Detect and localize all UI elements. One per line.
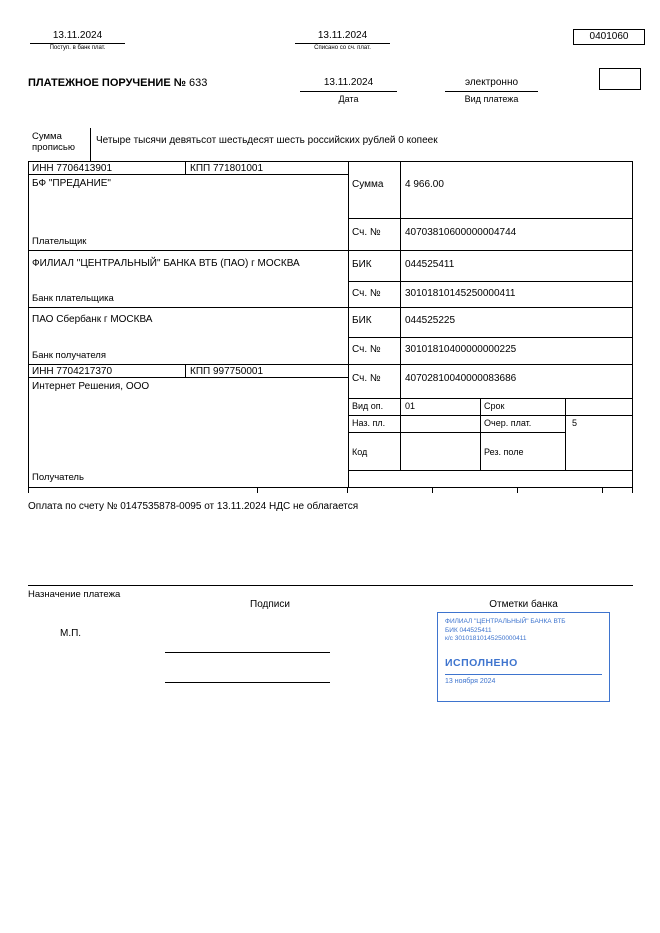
stamp-date: 13 ноября 2024 bbox=[445, 677, 496, 685]
payer-bank-account: 30101810145250000411 bbox=[405, 288, 516, 299]
signature-line bbox=[165, 682, 330, 683]
purpose-text: Оплата по счету № 0147535878-0095 от 13.11.2024 НДС не облагается bbox=[28, 501, 359, 512]
table-border bbox=[348, 415, 633, 416]
field-tick bbox=[432, 487, 433, 493]
field-tick bbox=[347, 487, 348, 493]
table-border bbox=[185, 364, 186, 377]
received-date: 13.11.2024 bbox=[52, 30, 103, 41]
table-border bbox=[400, 161, 401, 470]
stamp-status: ИСПОЛНЕНО bbox=[445, 656, 518, 669]
payer-bank-bik: 044525411 bbox=[405, 259, 455, 270]
signatures-label: Подписи bbox=[250, 599, 290, 610]
table-border bbox=[632, 161, 633, 487]
table-border bbox=[28, 307, 633, 308]
priority-label: Очер. плат. bbox=[484, 418, 532, 428]
table-border bbox=[348, 161, 349, 487]
payee-bank-account: 30101810400000000225 bbox=[405, 344, 517, 355]
table-border bbox=[185, 161, 186, 174]
payee-inn: ИНН 7704217370 bbox=[32, 366, 113, 377]
payment-kind: электронно bbox=[464, 77, 519, 88]
bank-stamp bbox=[437, 612, 610, 702]
table-border bbox=[565, 398, 566, 470]
table-border bbox=[28, 487, 633, 488]
payer-label: Плательщик bbox=[32, 236, 87, 247]
table-border bbox=[348, 432, 565, 433]
code-label: Код bbox=[352, 447, 368, 457]
field-tick bbox=[517, 487, 518, 493]
received-date-label: Поступ. в банк плат. bbox=[49, 45, 106, 51]
payer-inn: ИНН 7706413901 bbox=[32, 163, 113, 174]
amount-value: 4 966.00 bbox=[405, 179, 444, 190]
payer-bank-name: ФИЛИАЛ "ЦЕНТРАЛЬНЫЙ" БАНКА ВТБ (ПАО) г МОСКВА bbox=[32, 258, 300, 269]
table-border bbox=[28, 161, 29, 487]
payment-kind-label: Вид платежа bbox=[464, 94, 519, 104]
status-code-box bbox=[599, 68, 641, 90]
stamp-corr-account: к/с 30101810145250000411 bbox=[445, 635, 527, 642]
payer-account-label: Сч. № bbox=[352, 227, 381, 238]
payment-kind-underline bbox=[445, 91, 538, 92]
purpose-label: Назначение платежа bbox=[28, 589, 121, 600]
table-border bbox=[348, 398, 633, 399]
doc-date-label: Дата bbox=[338, 94, 359, 104]
mp-label: М.П. bbox=[60, 628, 82, 639]
debited-date-underline bbox=[295, 43, 390, 44]
form-code-box: 0401060 bbox=[573, 29, 645, 45]
payee-bank-account-label: Сч. № bbox=[352, 344, 381, 355]
doc-title: ПЛАТЕЖНОЕ ПОРУЧЕНИЕ № bbox=[28, 77, 186, 89]
debited-date-label: Списано со сч. плат. bbox=[314, 45, 371, 51]
debited-date: 13.11.2024 bbox=[317, 30, 368, 41]
payee-bank-label: Банк получателя bbox=[32, 350, 106, 361]
table-border bbox=[28, 161, 633, 162]
purpose-underline bbox=[28, 585, 633, 586]
doc-date: 13.11.2024 bbox=[323, 77, 374, 88]
field-tick bbox=[602, 487, 603, 493]
doc-date-underline bbox=[300, 91, 397, 92]
purpose-code-label: Наз. пл. bbox=[352, 418, 386, 428]
table-border bbox=[28, 364, 633, 365]
payee-account: 40702810040000083686 bbox=[405, 373, 517, 384]
priority-value: 5 bbox=[572, 418, 578, 428]
table-border bbox=[348, 337, 633, 338]
payee-bank-bik-label: БИК bbox=[352, 315, 372, 326]
payer-bank-account-label: Сч. № bbox=[352, 288, 381, 299]
payee-kpp: КПП 997750001 bbox=[190, 366, 264, 377]
stamp-bank-name: ФИЛИАЛ "ЦЕНТРАЛЬНЫЙ" БАНКА ВТБ bbox=[445, 618, 566, 625]
payee-bank-bik: 044525225 bbox=[405, 315, 456, 326]
field-tick bbox=[28, 487, 29, 493]
payer-name: БФ "ПРЕДАНИЕ" bbox=[32, 178, 111, 189]
payer-bank-label: Банк плательщика bbox=[32, 293, 114, 304]
bank-marks-label: Отметки банка bbox=[489, 599, 558, 610]
divider bbox=[90, 128, 91, 161]
doc-number: 633 bbox=[189, 77, 208, 89]
reserve-field-label: Рез. поле bbox=[484, 447, 524, 457]
field-tick bbox=[632, 487, 633, 493]
signature-line bbox=[165, 652, 330, 653]
payee-bank-name: ПАО Сбербанк г МОСКВА bbox=[32, 314, 153, 325]
payer-account: 40703810600000004744 bbox=[405, 227, 517, 238]
payer-kpp: КПП 771801001 bbox=[190, 163, 264, 174]
received-date-underline bbox=[30, 43, 125, 44]
amount-label: Сумма bbox=[352, 179, 384, 190]
stamp-divider bbox=[445, 674, 602, 675]
table-border bbox=[348, 470, 633, 471]
amount-in-words-label: Сумма прописью bbox=[32, 131, 75, 153]
payer-bank-bik-label: БИК bbox=[352, 259, 372, 270]
op-type-value: 01 bbox=[405, 401, 416, 411]
table-border bbox=[28, 250, 633, 251]
table-border bbox=[348, 281, 633, 282]
payee-name: Интернет Решения, ООО bbox=[32, 381, 150, 392]
payee-label: Получатель bbox=[32, 472, 84, 483]
term-label: Срок bbox=[484, 401, 505, 411]
table-border bbox=[348, 218, 633, 219]
doc-title-row bbox=[28, 77, 207, 90]
stamp-bik: БИК 044525411 bbox=[445, 626, 492, 634]
payee-account-label: Сч. № bbox=[352, 373, 381, 384]
amount-in-words-value: Четыре тысячи девятьсот шестьдесят шесть российских рублей 0 копеек bbox=[96, 135, 438, 146]
op-type-label: Вид оп. bbox=[352, 401, 384, 411]
table-border bbox=[480, 398, 481, 470]
field-tick bbox=[257, 487, 258, 493]
